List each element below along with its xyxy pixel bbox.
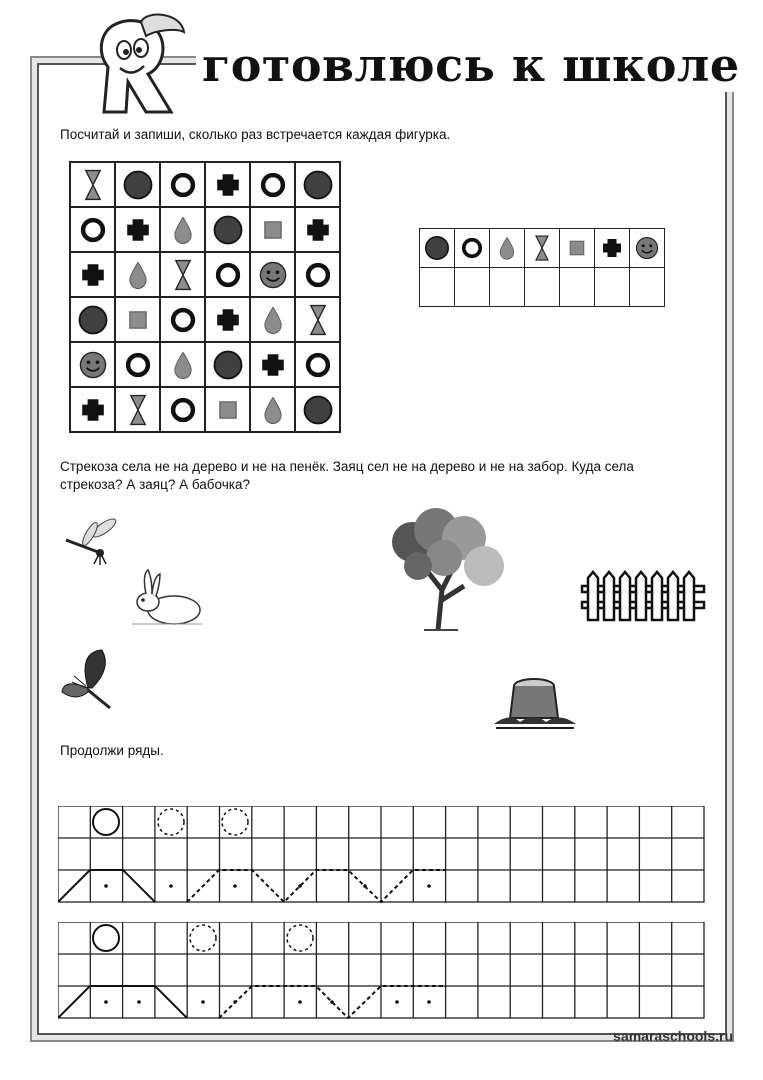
cross-icon: [210, 167, 246, 203]
legend-cell: [525, 229, 560, 268]
legend-cell: [455, 229, 490, 268]
ring-icon: [165, 302, 201, 338]
grid-row: [70, 342, 340, 387]
circle-icon: [210, 347, 246, 383]
ring-icon: [300, 257, 336, 293]
answer-cell[interactable]: [455, 268, 490, 307]
circle-icon: [300, 167, 336, 203]
grid-cell: [205, 297, 250, 342]
grid-cell: [160, 252, 205, 297]
hourglass-icon: [300, 302, 336, 338]
fence-icon: [580, 568, 706, 624]
legend-cell: [595, 229, 630, 268]
grid-cell: [205, 387, 250, 432]
smiley-icon: [75, 347, 111, 383]
grid-cell: [70, 162, 115, 207]
ring-icon: [255, 167, 291, 203]
grid-cell: [250, 342, 295, 387]
grid-cell: [250, 387, 295, 432]
stump-icon: [490, 672, 580, 732]
hourglass-icon: [165, 257, 201, 293]
answer-cell[interactable]: [490, 268, 525, 307]
shapes-grid: [69, 161, 341, 433]
cross-icon: [210, 302, 246, 338]
pattern-grid-1: [58, 806, 708, 906]
task3-instruction: Продолжи ряды.: [60, 743, 164, 758]
grid-cell: [115, 297, 160, 342]
drop-icon: [165, 212, 201, 248]
ring-icon: [75, 212, 111, 248]
hourglass-icon: [75, 167, 111, 203]
circle-icon: [422, 233, 452, 263]
drop-icon: [255, 302, 291, 338]
smiley-icon: [255, 257, 291, 293]
grid-cell: [70, 387, 115, 432]
grid-cell: [205, 342, 250, 387]
grid-cell: [70, 297, 115, 342]
grid-cell: [295, 387, 340, 432]
grid-cell: [250, 207, 295, 252]
shape-count-table: [419, 228, 665, 307]
task2-instruction: Стрекоза села не на дерево и не на пенёк. Заяц сел не на дерево и не на забор. Куда села стрекоза? А заяц? А бабочка?: [60, 459, 634, 492]
grid-cell: [115, 342, 160, 387]
grid-cell: [205, 207, 250, 252]
ring-icon: [300, 347, 336, 383]
grid-cell: [295, 297, 340, 342]
grid-row: [70, 387, 340, 432]
hare-icon: [128, 568, 204, 628]
hourglass-icon: [527, 233, 557, 263]
grid-cell: [160, 207, 205, 252]
grid-cell: [250, 252, 295, 297]
grid-cell: [115, 252, 160, 297]
cross-icon: [597, 233, 627, 263]
butterfly-icon: [58, 648, 122, 714]
square-icon: [562, 233, 592, 263]
hourglass-icon: [120, 392, 156, 428]
tree-icon: [388, 506, 508, 632]
grid-cell: [115, 387, 160, 432]
grid-cell: [115, 207, 160, 252]
drop-icon: [492, 233, 522, 263]
grid-cell: [205, 252, 250, 297]
circle-icon: [75, 302, 111, 338]
page-title: готовлюсь к школе: [196, 38, 746, 92]
legend-cell: [420, 229, 455, 268]
ring-icon: [457, 233, 487, 263]
dragonfly-icon: [60, 512, 122, 572]
grid-cell: [295, 162, 340, 207]
legend-cell: [490, 229, 525, 268]
answer-cell[interactable]: [630, 268, 665, 307]
drop-icon: [120, 257, 156, 293]
cross-icon: [120, 212, 156, 248]
square-icon: [255, 212, 291, 248]
grid-cell: [295, 207, 340, 252]
grid-cell: [250, 297, 295, 342]
cross-icon: [300, 212, 336, 248]
grid-row: [70, 162, 340, 207]
ring-icon: [210, 257, 246, 293]
grid-cell: [295, 252, 340, 297]
smiley-icon: [632, 233, 662, 263]
grid-cell: [160, 342, 205, 387]
grid-cell: [250, 162, 295, 207]
grid-cell: [70, 252, 115, 297]
grid-row: [70, 297, 340, 342]
grid-cell: [70, 342, 115, 387]
ring-icon: [120, 347, 156, 383]
grid-cell: [205, 162, 250, 207]
drop-icon: [165, 347, 201, 383]
cross-icon: [75, 392, 111, 428]
pattern-grid-2: [58, 922, 708, 1022]
grid-cell: [295, 342, 340, 387]
circle-icon: [300, 392, 336, 428]
circle-icon: [120, 167, 156, 203]
task1-instruction: Посчитай и запиши, сколько раз встречается каждая фигурка.: [60, 127, 451, 142]
grid-cell: [70, 207, 115, 252]
cross-icon: [75, 257, 111, 293]
website-url: samaraschools.ru: [613, 1028, 733, 1044]
legend-cell: [630, 229, 665, 268]
answer-cell[interactable]: [525, 268, 560, 307]
square-icon: [210, 392, 246, 428]
grid-row: [70, 252, 340, 297]
grid-cell: [160, 387, 205, 432]
ring-icon: [165, 167, 201, 203]
ring-icon: [165, 392, 201, 428]
answer-cell[interactable]: [560, 268, 595, 307]
circle-icon: [210, 212, 246, 248]
legend-cell: [560, 229, 595, 268]
answer-cell[interactable]: [420, 268, 455, 307]
cross-icon: [255, 347, 291, 383]
grid-row: [70, 207, 340, 252]
grid-cell: [160, 297, 205, 342]
mascot-letter-ya-icon: [86, 12, 196, 122]
answer-cell[interactable]: [595, 268, 630, 307]
drop-icon: [255, 392, 291, 428]
grid-cell: [160, 162, 205, 207]
square-icon: [120, 302, 156, 338]
grid-cell: [115, 162, 160, 207]
